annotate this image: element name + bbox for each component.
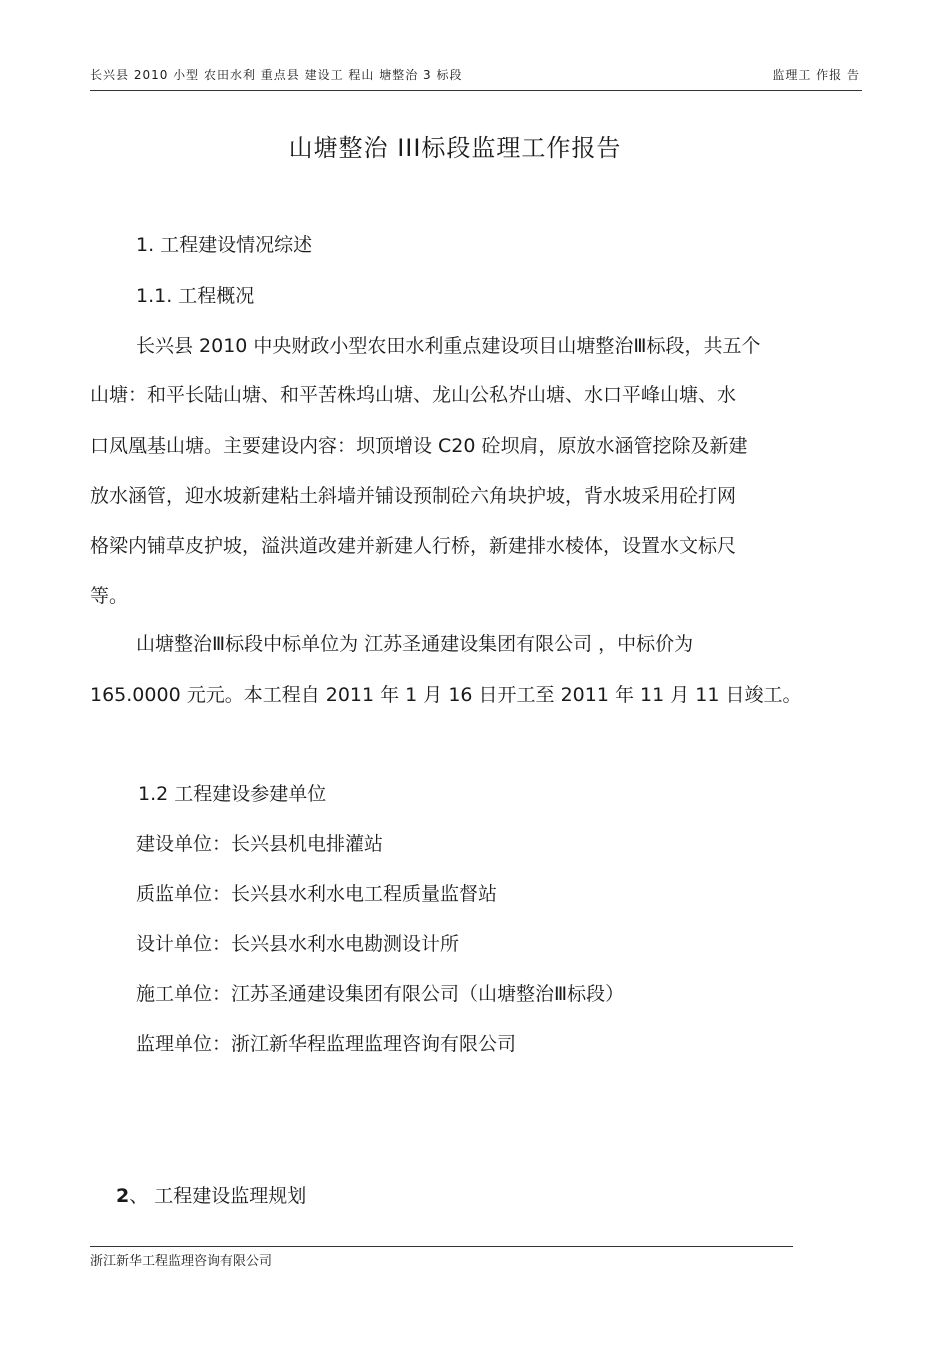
overview-line-6: 等。 [90,585,129,607]
unit-contractor: 施工单位：江苏圣通建设集团有限公司（山塘整治Ⅲ标段） [136,983,625,1005]
overview-line-5: 格梁内铺草皮护坡，溢洪道改建并新建人行桥，新建排水棱体，设置水文标尺 [90,535,737,557]
section-2-title: 、 工程建设监理规划 [129,1185,307,1207]
unit-design: 设计单位：长兴县水利水电勘测设计所 [136,933,460,955]
page-title: 山塘整治 III标段监理工作报告 [288,134,622,162]
running-header-doc-type: 监理工 作报 告 [772,68,860,82]
unit-supervisor: 监理单位：浙江新华程监理监理咨询有限公司 [136,1033,517,1055]
running-header-project: 长兴县 2010 小型 农田水利 重点县 建设工 程山 塘整治 3 标段 [90,68,463,82]
footer-company: 浙江新华工程监理咨询有限公司 [90,1254,273,1269]
overview-line-1: 长兴县 2010 中央财政小型农田水利重点建设项目山塘整治Ⅲ标段，共五个 [136,335,761,357]
section-1-heading: 1. 工程建设情况综述 [136,234,313,256]
header-divider [90,90,862,91]
section-2-heading [116,1181,306,1208]
overview-line-2: 山塘：和平长陆山塘、和平苦株坞山塘、龙山公私岕山塘、水口平峰山塘、水 [90,384,737,406]
bid-line-1: 山塘整治Ⅲ标段中标单位为 江苏圣通建设集团有限公司 ，中标价为 [136,633,694,655]
unit-quality-supervision: 质监单位：长兴县水利水电工程质量监督站 [136,883,498,905]
section-1-1-heading: 1.1. 工程概况 [136,285,255,307]
section-2-number: 2 [116,1185,130,1207]
unit-construction-owner: 建设单位：长兴县机电排灌站 [136,833,384,855]
footer-divider [90,1246,793,1247]
overview-line-3: 口凤凰基山塘。主要建设内容：坝顶增设 C20 砼坝肩，原放水涵管挖除及新建 [90,435,748,457]
overview-line-4: 放水涵管，迎水坡新建粘土斜墙并铺设预制砼六角块护坡，背水坡采用砼打网 [90,485,737,507]
section-1-2-heading: 1.2 工程建设参建单位 [138,783,327,805]
bid-line-2: 165.0000 元元。本工程自 2011 年 1 月 16 日开工至 2011 年 11 月 11 日竣工。 [90,684,802,706]
